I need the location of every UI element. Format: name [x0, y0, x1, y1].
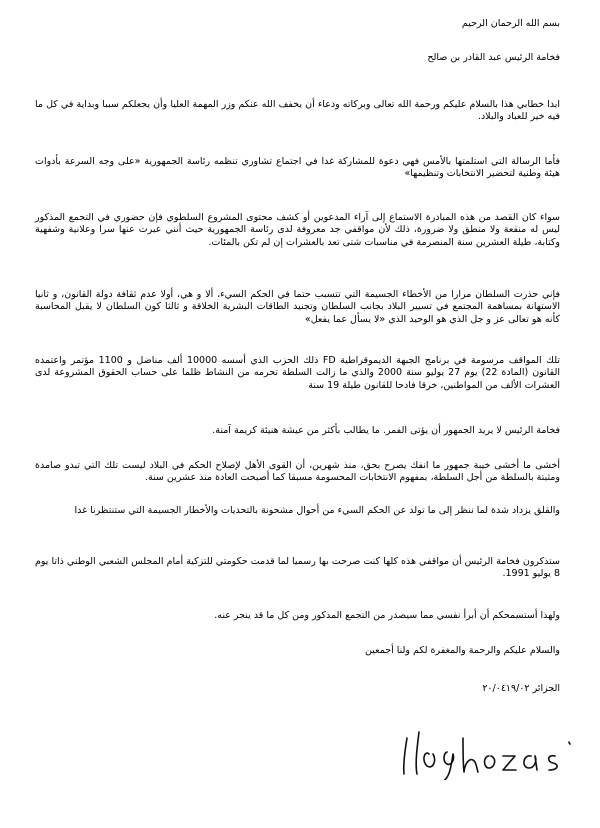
- paragraph-disclaimer: ولهذا أستسمحكم أن أبرأ نفسي مما سيصدر من التجمع المذكور ومن كل ما قد ينجر عنه.: [214, 610, 560, 621]
- paragraph-public-demand: فخامة الرئيس لا يريد الجمهور أن يؤتى الفمر. ما يطالب بأكثر من عيشة هنيئة كريمة آمنة.: [212, 425, 560, 436]
- paragraph-concern: والقلق يزداد شدة لما ننظر إلى ما تولد عن الحكم السيء من أحوال مشحونة بالتحديات والأخطار الجسيمة التي ستنتظرنا غدا: [74, 505, 560, 516]
- paragraph-party-program: تلك المواقف مرسومة في برنامج الجبهة الديموقراطية FD ذلك الحزب الذي أسسه 10000 ألف مناضل و 1100 مؤتمر واعتمده القانون (المادة 22) يوم 27 يوليو سنة 2000 والذي ما زالت السلطة تحرمه من النشاط ظلما على حساب الحقوق المشروعة لدى العشرات الألف من المواطنين، خرقا فادحا للقانون طيلة 19 سنة: [35, 355, 560, 391]
- place-date: الجزائر ٢٠/٠٤١٩/٠٢: [482, 683, 560, 694]
- paragraph-invitation: فأما الرسالة التي استلمتها بالأمس فهي دعوة للمشاركة غدا في اجتماع تشاوري تنظمه رئاسة الجمهورية «على وجه السرعة بأدوات هيئة وطنية لتحضير الانتخابات وتنظيمها»: [35, 156, 560, 180]
- addressee: فخامة الرئيس عبد القادر بن صالح: [427, 52, 560, 63]
- handwritten-signature: [385, 720, 585, 780]
- basmala: بسم الله الرحمان الرحيم: [461, 18, 560, 29]
- paragraph-positions: سواء كان القصد من هذه المبادرة الاستماع إلى آراء المدعوين أو كشف محتوى المشروع السلطوي فإن حضوري في التجمع المذكور ليس له منفعة ولا منطق ولا ضرورة، ذلك لأن مواقفي جد معروفة لدى رئاسة الجمهورية حيث أنني عبرت عنها سرا وعلانية وشفهية وكتابة، طيلة العشرين سنة المنصرمة في مناسبات شتى تعد بالعشرات إن لم تكن بالمئات.: [35, 212, 560, 248]
- paragraph-1991-statement: ستذكرون فخامة الرئيس أن مواقفي هذه كلها كنت صرحت بها رسميا لما قدمت حكومتي للتزكية أمام المجلس الشعبي الوطني ذاتا يوم 8 يوليو 1991.: [35, 556, 560, 580]
- paragraph-closing: والسلام عليكم والرحمة والمغفرة لكم ولنا أجمعين: [365, 645, 560, 656]
- paragraph-warnings: فإني حذرت السلطان مرارا من الأخطاء الجسيمة التي تتسبب حتما في الحكم السيء، ألا و هي، أولا عدم ثقافة دولة القانون، و ثانيا الاستهانة بمساهمة المجتمع في تسيير البلاد بجانب السلطان وتجنيد الطاقات البشرية الخلاقة و ثالثا كون السلطان لا يقبل المحاسبة كأنه هو تعالى عز و جل الذي هو الوحيد الذي «لا يسأل عما يفعل»: [35, 289, 560, 325]
- paragraph-fears: أخشى ما أخشى خيبة جمهور ما انفك يصرح بحق، منذ شهرين، أن القوى الأهل لإصلاح الحكم في البلاد ليست تلك التي تبدو صامدة ومثبتة بالسلطة من أجل السلطة، بمفهوم الانتخابات المحسومة مسبقا كما أصبحت العادة منذ عشرين سنة.: [35, 460, 560, 484]
- paragraph-greeting: ابدا خطابي هذا بالسلام عليكم ورحمة الله تعالى وبركاته ودعاء أن يخفف الله عنكم وزر المهمة العليا وأن يجعلكم سببا وبداية في كل ما فيه خير للعباد والبلاد.: [35, 99, 560, 123]
